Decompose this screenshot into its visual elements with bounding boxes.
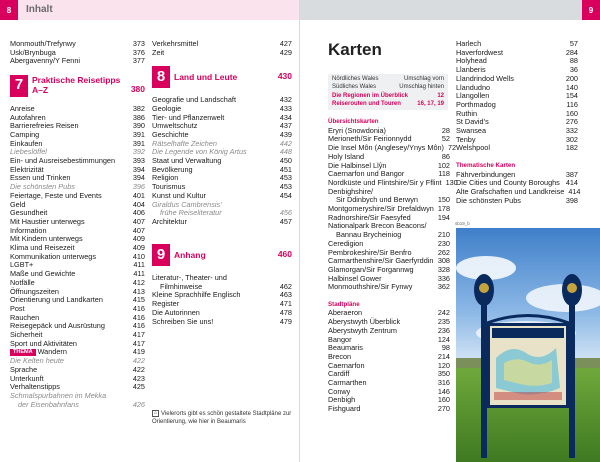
page-number: 8 [0, 0, 18, 20]
map-entry-page: 154 [565, 91, 578, 101]
map-entry-title: Sir Ddinbych und Berwyn [336, 195, 418, 205]
map-entry-title: Swansea [456, 126, 487, 136]
toc-entry-title: Rauchen [10, 312, 40, 322]
map-entry-page: 387 [565, 169, 578, 179]
toc-entry-title: Gesundheit [10, 208, 48, 218]
map-entry-title: Harlech [456, 39, 482, 48]
section-7-heading [10, 75, 145, 97]
map-entry-title: Die Insel Môn (Anglesey/Ynys Môn) [328, 143, 444, 153]
toc-entry-title: Geografie und Landschaft [152, 95, 236, 105]
toc-entry-page: 462 [279, 281, 292, 291]
toc-entry-title: Filmhinweise [160, 281, 203, 291]
toc-entry-page: 453 [279, 182, 292, 192]
toc-entry-page: 394 [132, 173, 145, 183]
maps-column-right [456, 39, 581, 205]
map-entry-title: Die Halbinsel Llŷn [328, 160, 387, 170]
map-entry-title: Nationalpark Brecon Beacons/ [328, 221, 427, 231]
toc-entry-title: Kommunikation unterwegs [10, 251, 96, 261]
toc-entry-page: 376 [132, 47, 145, 57]
toc-entry-page: 463 [279, 290, 292, 300]
section-number: 7 [10, 75, 28, 97]
section-heading: Thematische Karten [456, 161, 516, 169]
map-entry-page: 200 [565, 73, 578, 83]
toc-entry-page: 393 [132, 156, 145, 166]
toc-entry-title: Feiertage, Feste und Events [10, 190, 102, 200]
map-entry-title: Merioneth/Sir Feirionnydd [328, 134, 412, 144]
toc-entry-page: 417 [132, 338, 145, 348]
map-entry-page: 146 [437, 386, 450, 396]
toc-entry-title: Klima und Reisezeit [10, 243, 75, 253]
toc-entry-page: 425 [132, 382, 145, 392]
toc-entry-title: Zeit [152, 47, 165, 57]
map-entry-page: 398 [565, 195, 578, 205]
map-entry-page: 124 [437, 334, 450, 344]
map-entry-title: Pembrokeshire/Sir Benfro [328, 247, 412, 257]
map-entry-title: Tenby [456, 134, 476, 144]
map-entry-title: Conwy [328, 386, 351, 396]
photo-caption-text: Vielerorts gibt es schön gestaltete Stadtpläne zur Orientierung, wie hier in Beaumaris [152, 411, 292, 426]
toc-entry-page: 401 [132, 190, 145, 200]
toc-entry-title: Verhaltenstipps [10, 382, 60, 392]
toc-column-right [152, 40, 292, 326]
map-entry-page: 414 [568, 186, 581, 196]
toc-entry-title: Giraldus Cambrensis’ [152, 199, 222, 209]
toc-entry-page: 429 [279, 47, 292, 57]
map-entry-title: Nördliches Wales [332, 76, 379, 82]
toc-entry-page: 391 [132, 129, 145, 139]
map-entry [332, 92, 444, 100]
toc-entry-page: 451 [279, 164, 292, 174]
toc-entry-title: Information [10, 225, 47, 235]
toc-entry-title: Mit Haustier unterwegs [10, 216, 85, 226]
toc-entry-page: 416 [132, 303, 145, 313]
toc-entry [152, 318, 292, 327]
toc-entry-page: 416 [132, 321, 145, 331]
page-title: Karten [328, 40, 382, 59]
map-entry [456, 197, 578, 206]
map-entry-page: 308 [437, 256, 450, 266]
toc-entry-page: 410 [132, 251, 145, 261]
map-entry-page: 12 [437, 92, 444, 99]
map-entry-page: 88 [569, 56, 578, 66]
map-entry-page: 116 [566, 99, 578, 109]
map-entry-page: 214 [437, 351, 450, 361]
toc-entry-title: Liebeslöffel [10, 147, 47, 157]
toc-entry-page: 439 [279, 129, 292, 139]
section-page: 380 [130, 83, 145, 94]
toc-entry-title: Umweltschutz [152, 121, 198, 131]
toc-entry-title: Verkehrsmittel [152, 39, 199, 48]
map-entry [332, 83, 444, 91]
toc-entry-page: 426 [132, 399, 145, 409]
map-entry-page: 16, 17, 19 [417, 101, 444, 108]
toc-entry-title: Elektrizität [10, 164, 44, 174]
toc-entry-page: 411 [133, 269, 145, 279]
toc-entry-page: 396 [132, 182, 145, 192]
map-entry-page: 36 [569, 65, 578, 75]
map-entry-title: Carmarthenshire/Sir Gaerfyrddin [328, 256, 434, 266]
toc-entry-page: 377 [132, 56, 145, 66]
map-entry-page: 332 [565, 126, 578, 136]
toc-entry-page: 457 [279, 216, 292, 226]
toc-entry-title: Abergavenny/Y Fenni [10, 56, 81, 66]
toc-entry-page: 404 [132, 199, 145, 209]
toc-entry-title: Unterkunft [10, 373, 44, 383]
toc-entry-title: Orientierung und Landkarten [10, 295, 103, 305]
toc-entry-title: Monmouth/Trefynwy [10, 39, 76, 48]
toc-entry-page: 478 [279, 307, 292, 317]
map-entry-page: 236 [437, 325, 450, 335]
map-entry-title: Carmarthen [328, 378, 367, 388]
toc-entry-title: Barrierefreies Reisen [10, 121, 79, 131]
toc-entry-title: Maße und Gewichte [10, 269, 76, 279]
toc-entry-page: 412 [132, 277, 145, 287]
toc-entry-title: Religion [152, 173, 179, 183]
toc-entry-title: Geschichte [152, 129, 189, 139]
toc-entry-title: Die Autorinnen [152, 307, 200, 317]
section-page: 430 [277, 71, 292, 82]
toc-entry-page: 386 [132, 112, 145, 122]
toc-entry-title: Einkaufen [10, 138, 43, 148]
toc-entry-title: Kleine Sprachhilfe Englisch [152, 290, 241, 300]
toc-entry-title: Schmalspurbahnen im Mekka [10, 391, 107, 400]
map-entry-title: Eryri (Snowdonia) [328, 125, 386, 135]
toc-entry-page: 413 [132, 286, 145, 296]
toc-entry-title: Geld [10, 199, 26, 209]
map-entry-page: 328 [437, 264, 450, 274]
map-entry-title: Aberystwyth Überblick [328, 317, 401, 327]
toc-entry-title: der Eisenbahnfans [18, 399, 79, 409]
toc-entry-page: 454 [279, 190, 292, 200]
toc-entry-title: Reisegepäck und Ausrüstung [10, 321, 105, 331]
toc-entry-page: 390 [132, 121, 145, 131]
toc-entry-page: 442 [279, 138, 292, 148]
toc-entry [10, 401, 145, 410]
header-band [300, 0, 600, 20]
toc-entry-title: Autofahren [10, 112, 46, 122]
map-entry-page: 52 [441, 134, 450, 144]
toc-entry [10, 192, 145, 201]
maps-column-left [328, 118, 458, 414]
map-entry-title: Nordküste und Flintshire/Sir y Fflint [328, 177, 442, 187]
toc-entry-title: Camping [10, 129, 40, 139]
map-entry-page: 72 [448, 143, 457, 153]
section-number: 8 [152, 66, 170, 88]
toc-entry-title: Die schönsten Pubs [10, 182, 75, 192]
map-entry-page: 235 [437, 317, 450, 327]
photo-caption-icon: ⌂ [153, 410, 158, 416]
toc-entry [10, 296, 145, 305]
map-entry-page: 98 [441, 343, 450, 353]
map-entry-title: Bannau Brycheiniog [336, 230, 402, 240]
map-entry-title: Radnorshire/Sir Faesyfed [328, 212, 411, 222]
toc-entry-title: Öffnungszeiten [10, 286, 59, 296]
map-entry-page: 302 [565, 134, 578, 144]
map-entry-title: Die Cities und County Boroughs [456, 178, 560, 188]
toc-entry-page: 456 [279, 208, 292, 218]
toc-entry [152, 40, 292, 49]
toc-entry-title: LGBT+ [10, 260, 34, 270]
toc-entry-title: Essen und Trinken [10, 173, 71, 183]
map-entry-title: Llanberis [456, 65, 486, 75]
toc-entry-page: 409 [132, 243, 145, 253]
map-entry-title: Südliches Wales [332, 84, 377, 91]
section-heading: Stadtpläne [328, 300, 360, 308]
map-entry-title: Haverfordwest [456, 47, 504, 57]
toc-entry [152, 49, 292, 58]
map-entry-title: Montgomeryshire/Sir Drefaldwyn [328, 204, 434, 214]
section-title: Land und Leute [174, 72, 238, 83]
map-entry-title: Glamorgan/Sir Forgannwg [328, 264, 414, 274]
toc-entry-title: Sprache [10, 364, 38, 374]
toc-entry-title: Anreise [10, 103, 35, 113]
toc-entry-page: 409 [132, 234, 145, 244]
photo-caption [152, 410, 292, 426]
map-entry-title: Beaumaris [328, 343, 363, 353]
map-entry-title: Monmouthshire/Sir Fynwy [328, 282, 413, 292]
map-entry-title: Die schönsten Pubs [456, 195, 521, 205]
toc-entry-page: 406 [132, 208, 145, 218]
map-entry-page: Umschlag vorn [403, 76, 444, 82]
toc-entry-page: 453 [279, 173, 292, 183]
toc-entry-page: 434 [279, 112, 292, 122]
map-entry-title: Porthmadog [456, 99, 496, 109]
toc-entry-page: 411 [133, 260, 145, 270]
map-entry-title: Fishguard [328, 404, 361, 414]
map-entry-page: 57 [569, 39, 578, 48]
toc-entry-title: Sport und Aktivitäten [10, 338, 77, 348]
map-entry-page: 276 [565, 117, 578, 127]
toc-entry-page: 432 [279, 95, 292, 105]
map-entry [328, 405, 450, 414]
map-entry-page: 242 [437, 308, 450, 318]
map-entry-title: St David’s [456, 117, 489, 127]
map-entry-title: Llangollen [456, 91, 490, 101]
right-page [300, 0, 600, 462]
toc-entry-title: Register [152, 299, 180, 309]
map-entry-title: Welshpool [456, 143, 490, 153]
toc-entry-page: 422 [132, 364, 145, 374]
toc-entry-page: 415 [132, 295, 145, 305]
toc-entry-page: 417 [132, 330, 145, 340]
map-entry-page: 28 [441, 125, 450, 135]
map-entry-page: 120 [437, 360, 450, 370]
toc-entry-page: 437 [279, 121, 292, 131]
toc-entry-page: 433 [279, 103, 292, 113]
toc-entry-page: 394 [132, 164, 145, 174]
toc-entry-title: Kunst und Kultur [152, 190, 206, 200]
section-8-heading [152, 66, 292, 88]
page-number: 9 [582, 0, 600, 20]
map-entry-page: 130 [445, 177, 458, 187]
map-entry-page: 140 [565, 82, 578, 92]
map-entry-page: 210 [437, 230, 450, 240]
map-entry-page: 362 [437, 282, 450, 292]
section-heading: Übersichtskarten [328, 118, 379, 125]
map-entry-page: 316 [437, 378, 450, 388]
toc-entry-page: 407 [132, 216, 145, 226]
map-entry-title: Llandudno [456, 82, 491, 92]
section-number: 9 [152, 244, 170, 266]
map-entry-title: Holy Island [328, 151, 365, 161]
map-entry-page: 336 [437, 273, 450, 283]
toc-entry-page: 471 [279, 299, 292, 309]
toc-entry-page: 419 [132, 347, 145, 357]
map-entry-page: 102 [437, 160, 450, 170]
map-entry [456, 144, 578, 153]
map-entry-title: Aberystwyth Zentrum [328, 325, 397, 335]
map-entry-page: 160 [565, 108, 578, 118]
page-header: Inhalt [26, 4, 53, 15]
toc-entry-page: 479 [279, 316, 292, 326]
section-title: Anhang [174, 250, 206, 261]
toc-entry-title: Sicherheit [10, 330, 43, 340]
photo-credit: sb19_b [455, 221, 470, 226]
toc-entry-page: 422 [132, 356, 145, 366]
toc-entry-title: frühe Reiseliteratur [160, 208, 222, 218]
map-entry-page: 284 [565, 47, 578, 57]
toc-entry-title: Literatur-, Theater- und [152, 273, 227, 283]
toc-column-left [10, 40, 145, 409]
toc-entry-title: Usk/Brynbuga [10, 47, 56, 57]
toc-entry [10, 57, 145, 66]
map-entry [332, 75, 444, 83]
map-entry-title: Alte Grafschaften und Landkreise [456, 186, 565, 196]
map-entry-title: Denbighshire/ [328, 186, 374, 196]
toc-entry-title: Schreiben Sie uns! [152, 316, 214, 326]
toc-entry-title: Post [10, 303, 25, 313]
map-entry-title: Die Regionen im Überblick [332, 92, 409, 99]
map-entry-page: 86 [441, 151, 450, 161]
toc-entry-title: Notfälle [10, 277, 35, 287]
section-9-heading [152, 244, 292, 266]
toc-entry-title: Die Legende von König Artus [152, 147, 247, 157]
map-entry-title: Brecon [328, 351, 352, 361]
toc-entry-title: Architektur [152, 216, 187, 226]
map-entry [332, 100, 444, 108]
map-entry-title: Denbigh [328, 395, 356, 405]
map-entry-title: Reiserouten und Touren [332, 101, 401, 108]
map-entry-page: 194 [437, 212, 450, 222]
photo-map-board [456, 228, 600, 462]
toc-entry-page: 423 [132, 373, 145, 383]
toc-entry-page: 416 [132, 312, 145, 322]
map-entry-title: Halbinsel Gower [328, 273, 382, 283]
toc-entry-title: Tourismus [152, 182, 186, 192]
map-entry-title: Bangor [328, 334, 352, 344]
map-entry-page: 350 [437, 369, 450, 379]
toc-entry-page: 407 [132, 225, 145, 235]
toc-entry-page: 373 [132, 39, 145, 48]
toc-entry [152, 218, 292, 227]
map-entry-title: Aberaeron [328, 308, 363, 318]
toc-entry-label: Wandern [37, 347, 67, 357]
map-entry-page: 150 [437, 195, 450, 205]
map-entry-page: 414 [565, 178, 578, 188]
toc-entry-page: 392 [132, 147, 145, 157]
toc-entry-title: Die Kelten heute [10, 356, 64, 366]
toc-entry-title: Geologie [152, 103, 182, 113]
thema-badge: THEMA [10, 349, 36, 356]
toc-entry-page: 427 [279, 39, 292, 48]
toc-entry-page: 450 [279, 156, 292, 166]
toc-entry-page: 382 [132, 103, 145, 113]
map-entry-title: Llandrindod Wells [456, 73, 514, 83]
toc-entry-title: Mit Kindern unterwegs [10, 234, 83, 244]
toc-entry-title: Rätselhafte Zeichen [152, 138, 217, 148]
map-entry [328, 283, 450, 292]
map-entry-title: Caernarfon [328, 360, 365, 370]
map-entry-title: Caernarfon und Bangor [328, 169, 405, 179]
map-entry-title: Ceredigion [328, 238, 364, 248]
map-entry-page: 270 [437, 404, 450, 414]
toc-entry-title: Ein- und Ausreisebestimmungen [10, 156, 116, 166]
toc-entry-page: 448 [279, 147, 292, 157]
toc-entry-title: Bevölkerung [152, 164, 193, 174]
overview-maps-box [328, 74, 448, 110]
toc-entry-title: Tier- und Pflanzenwelt [152, 112, 225, 122]
toc-entry-title: Staat und Verwaltung [152, 156, 222, 166]
section-title: Praktische Reisetipps A–Z [32, 74, 121, 95]
map-entry-title: Ruthin [456, 108, 478, 118]
map-entry-title: Holyhead [456, 56, 487, 66]
toc-entry-page: 391 [132, 138, 145, 148]
map-entry-page: 182 [565, 143, 578, 153]
map-entry-page: 262 [437, 247, 450, 257]
toc-entry [10, 340, 145, 349]
map-entry-title: Cardiff [328, 369, 350, 379]
map-entry-page: 230 [437, 238, 450, 248]
map-entry-page: 118 [438, 169, 450, 179]
map-entry-page: 160 [437, 395, 450, 405]
map-entry-page: 178 [437, 204, 451, 214]
map-entry-page: Umschlag hinten [399, 84, 444, 91]
map-entry-title: Fährverbindungen [456, 169, 516, 179]
section-page: 460 [277, 249, 292, 260]
